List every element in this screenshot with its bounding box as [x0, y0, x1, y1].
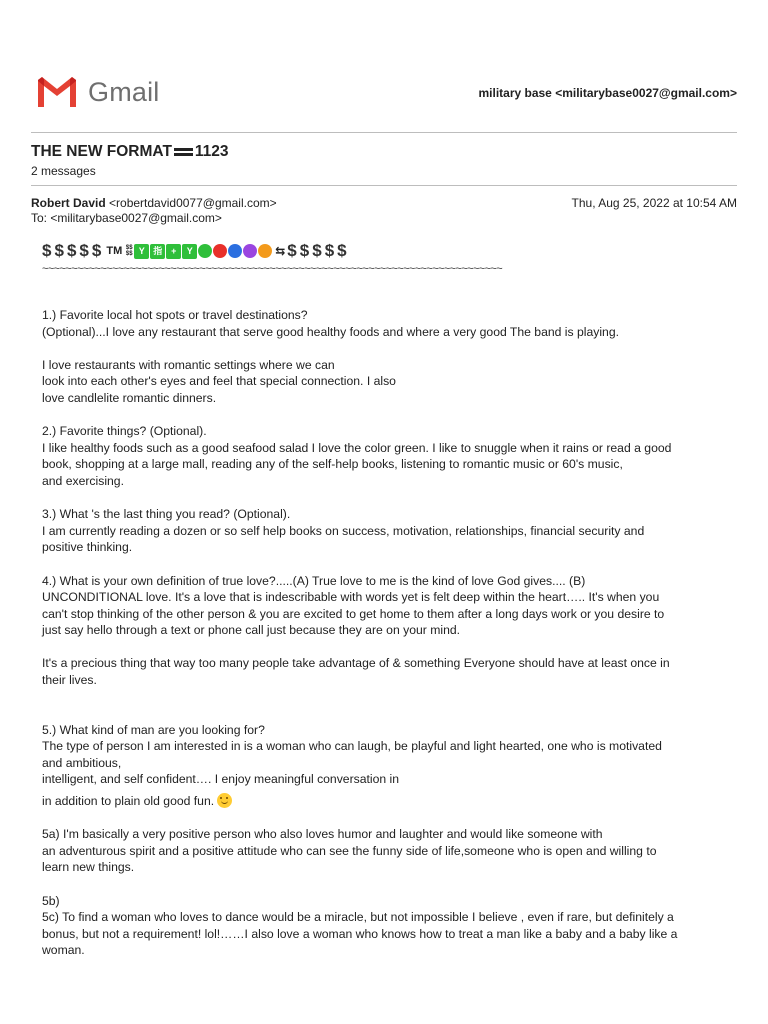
blue-circle-emoji	[228, 244, 242, 258]
trademark-glyph: TM	[106, 244, 123, 257]
paragraph-q5: 5.) What kind of man are you looking for? The type of person I am interested in is a woman who can laugh, be playful and light hearted, one who is motivated and ambitious, intelligent, and self confident…. I enjoy meaningful conversation in	[42, 722, 662, 787]
paragraph-q5-last: in addition to plain old good fun.	[42, 793, 730, 810]
dollar-glyph: $	[66, 240, 77, 260]
dollar-glyph: $	[324, 240, 335, 260]
header-divider	[31, 132, 737, 133]
subject-start: THE NEW FORMAT	[31, 143, 172, 160]
recipient-line: To: <militarybase0027@gmail.com>	[31, 211, 222, 225]
dollar-glyph: $	[79, 240, 89, 260]
sender-name: Robert David	[31, 196, 106, 210]
message-date: Thu, Aug 25, 2022 at 10:54 AM	[571, 196, 737, 210]
thread-subject	[31, 143, 229, 161]
dollar-glyph: $	[299, 240, 310, 260]
dollar-glyph: $	[287, 240, 297, 260]
gmail-envelope-icon	[36, 75, 78, 109]
orange-circle-emoji	[258, 244, 272, 258]
paragraph-q5a: 5a) I'm basically a very positive person who also loves humor and laughter and would like someone with an adventurous spirit and a positive attitude who can see the funny side of life,someone who is open and willing to learn new things.	[42, 827, 657, 875]
subject-end: 1123	[194, 143, 229, 160]
thread-divider	[31, 185, 737, 186]
account-address: military base <militarybase0027@gmail.com>	[478, 86, 737, 100]
sender-email: <robertdavid0077@gmail.com>	[109, 196, 277, 210]
dollar-glyph: $	[312, 240, 322, 260]
green-square-emoji: 指	[150, 244, 165, 259]
dollar-glyph: $	[54, 240, 64, 260]
sender-line	[31, 196, 277, 210]
paragraph-q3: 3.) What 's the last thing you read? (Optional). I am currently reading a dozen or so self help books on success, motivation, relationships, financial security and positive thinking.	[42, 507, 645, 555]
message-body	[42, 240, 730, 959]
paragraph-q5b: 5b) 5c) To find a woman who loves to dance would be a miracle, but not impossible I believe , even if rare, but definitely a bonus, but not a requirement! lol!……I also love a woman who knows how to treat a man like a baby and a baby like a woman.	[42, 893, 678, 958]
dollar-glyph: $	[42, 240, 52, 260]
paragraph-q1: 1.) Favorite local hot spots or travel destinations? (Optional)...I love any restaurant that serve good healthy foods and where a very good The band is playing.	[42, 308, 620, 339]
smiley-emoji-icon	[217, 793, 232, 808]
dollar-glyph: $	[91, 240, 102, 260]
tilde-divider: ~~~~~~~~~~~~~~~~~~~~~~~~~~~~~~~~~~~~~~~~~~~~~~~~~~~~~~~~~~~~~~~~~~~~~~~~~~~~~~~	[42, 263, 503, 275]
purple-circle-emoji	[243, 244, 257, 258]
green-square-emoji: +	[166, 244, 181, 259]
gmail-wordmark: Gmail	[88, 77, 160, 107]
paragraph-q4b: It's a precious thing that way too many people take advantage of & something Everyone should have at least once in their lives.	[42, 656, 670, 688]
arrows-icon: ⇆	[275, 243, 286, 258]
message-count: 2 messages	[31, 164, 96, 178]
double-bar-icon	[174, 147, 193, 157]
emoji-decoration-row	[42, 240, 730, 262]
paragraph-q1b: I love restaurants with romantic settings where we can look into each other's eyes and feel that special connection. I also love candlelite romantic dinners.	[42, 357, 396, 405]
paragraph-q2: 2.) Favorite things? (Optional). I like healthy foods such as a good seafood salad I love the color green. I like to snuggle when it rains or read a good book, shopping at a large mall, reading any of the self-help books, listening to romantic music or 60's music, and exercising.	[42, 424, 672, 488]
paragraph-q4: 4.) What is your own definition of true love?.....(A) True love to me is the kind of love God gives.... (B) UNCONDITIONAL love. It's a love that is indescribable with words yet is felt deep within the heart….. It's when you can't stop thinking of the other person & you are excited to get home to them after a long days work or you desire to just say hello through a text or phone call just because they are on your mind.	[42, 573, 665, 638]
green-square-emoji: Y	[182, 244, 197, 259]
tiny-dollar-stack: $$ $$	[125, 245, 133, 257]
red-circle-emoji	[213, 244, 227, 258]
dollar-glyph: $	[337, 240, 347, 260]
green-circle-emoji	[198, 244, 212, 258]
gmail-logo	[36, 74, 160, 110]
green-square-emoji: Y	[134, 244, 149, 259]
